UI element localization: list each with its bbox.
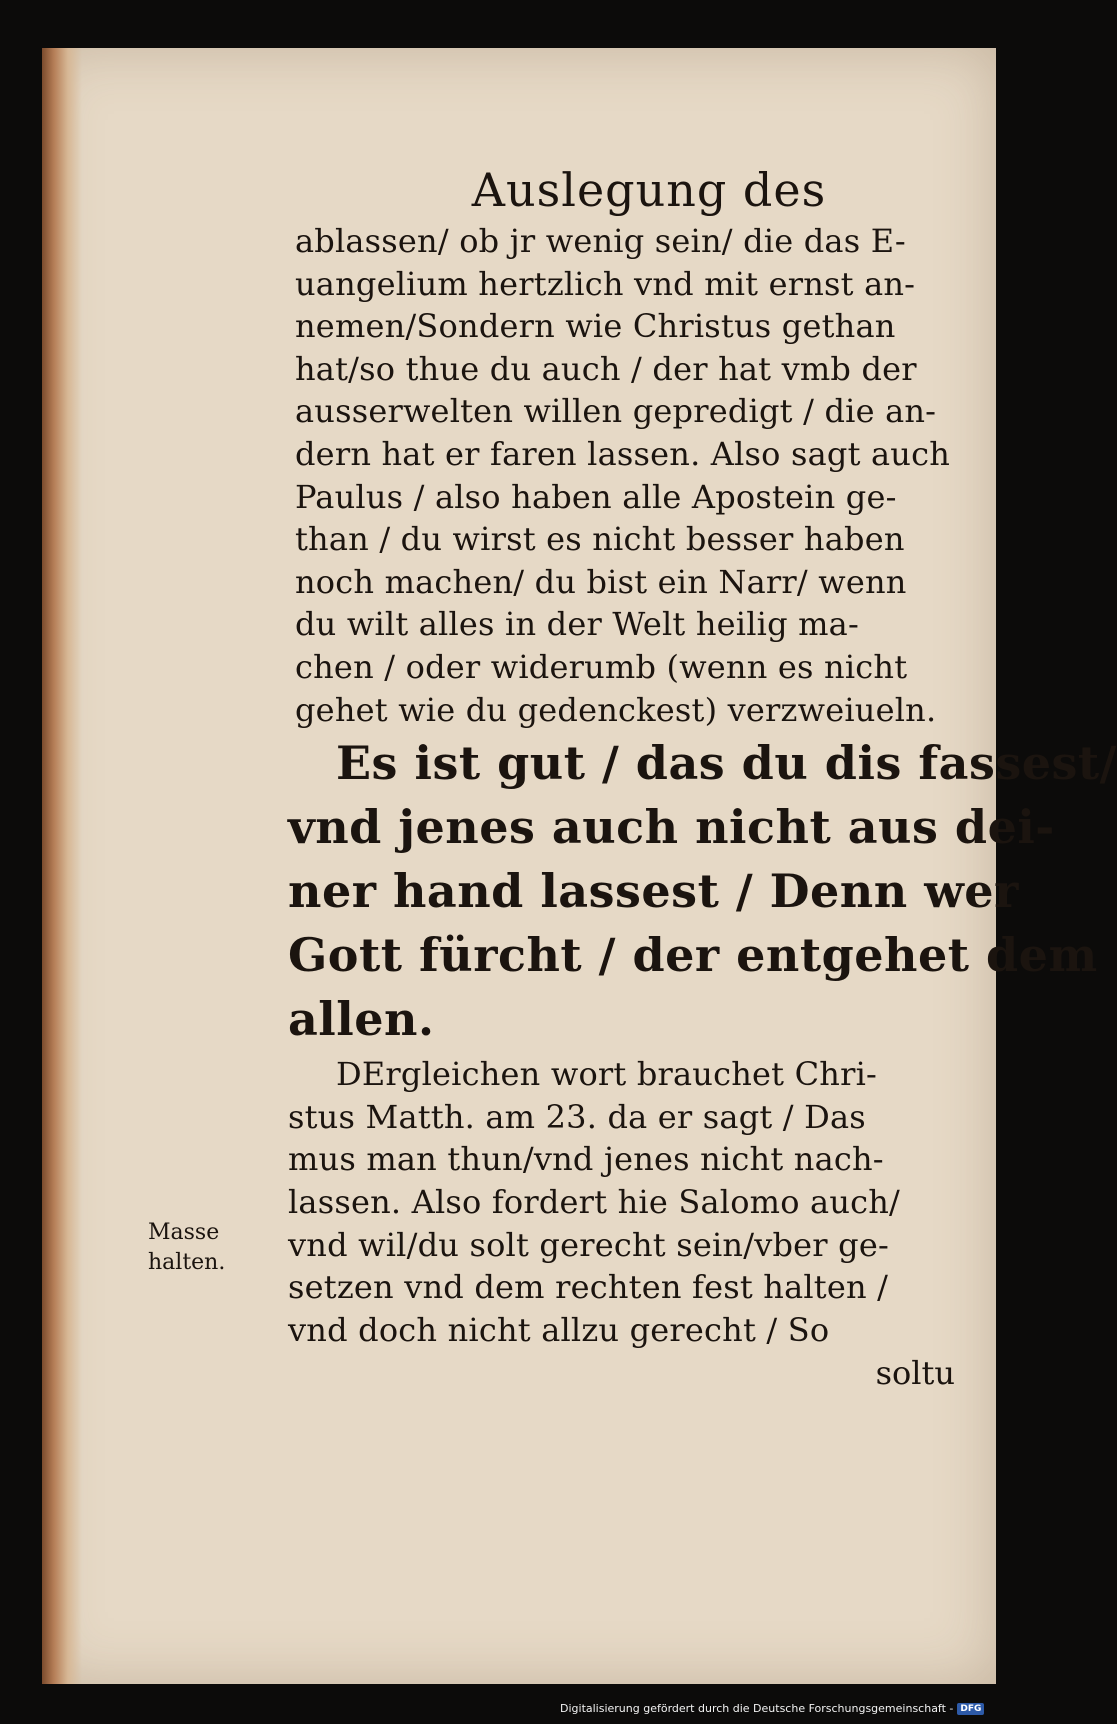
text-line: Paulus / also haben alle Apostein ge- bbox=[295, 477, 897, 516]
running-head: Auslegung des bbox=[471, 163, 827, 217]
text-line: stus Matth. am 23. da er sagt / Das bbox=[288, 1097, 866, 1136]
text-line: lassen. Also fordert hie Salomo auch/ bbox=[288, 1182, 901, 1221]
verse-line: vnd jenes auch nicht aus dei- bbox=[288, 800, 1055, 855]
text-line: gehet wie du gedenckest) verzweiueln. bbox=[295, 690, 937, 729]
bible-verse bbox=[288, 731, 1117, 1051]
page-binding-edge bbox=[42, 48, 82, 1684]
paragraph-1 bbox=[295, 220, 963, 731]
page-text-block bbox=[288, 160, 1117, 1395]
dfg-logo-icon: DFG bbox=[957, 1703, 984, 1715]
marginal-note-line: halten. bbox=[148, 1250, 226, 1275]
text-line: setzen vnd dem rechten fest halten / bbox=[288, 1268, 889, 1307]
text-line: du wilt alles in der Welt heilig ma- bbox=[295, 605, 859, 644]
text-line: DErgleichen wort brauchet Chri- bbox=[336, 1055, 878, 1094]
text-line: vnd wil/du solt gerecht sein/vber ge- bbox=[288, 1225, 890, 1264]
text-line: vnd doch nicht allzu gerecht / So bbox=[288, 1310, 830, 1349]
digitization-credit bbox=[560, 1702, 984, 1716]
text-line: nemen/Sondern wie Christus gethan bbox=[295, 307, 896, 346]
paragraph-2 bbox=[288, 1053, 963, 1351]
text-line: mus man thun/vnd jenes nicht nach- bbox=[288, 1140, 884, 1179]
verse-line: Es ist gut / das du dis fassest/ bbox=[336, 736, 1117, 791]
text-line: dern hat er faren lassen. Also sagt auch bbox=[295, 434, 951, 473]
verse-line: ner hand lassest / Denn wer bbox=[288, 864, 1019, 919]
marginal-note bbox=[148, 1218, 258, 1278]
marginal-note-line: Masse bbox=[148, 1220, 220, 1245]
verse-line: allen. bbox=[288, 992, 435, 1047]
credit-text: Digitalisierung gefördert durch die Deutsche Forschungsgemeinschaft - bbox=[560, 1702, 954, 1715]
text-line: uangelium hertzlich vnd mit ernst an- bbox=[295, 264, 916, 303]
text-line: ablassen/ ob jr wenig sein/ die das E- bbox=[295, 222, 906, 260]
verse-line: Gott fürcht / der entgehet dem bbox=[288, 928, 1098, 983]
text-line: ausserwelten willen gepredigt / die an- bbox=[295, 392, 937, 431]
text-line: hat/so thue du auch / der hat vmb der bbox=[295, 349, 917, 388]
text-line: noch machen/ du bist ein Narr/ wenn bbox=[295, 562, 907, 601]
catchword: soltu bbox=[875, 1354, 955, 1393]
text-line: than / du wirst es nicht besser haben bbox=[295, 520, 905, 559]
text-line: chen / oder widerumb (wenn es nicht bbox=[295, 647, 908, 686]
